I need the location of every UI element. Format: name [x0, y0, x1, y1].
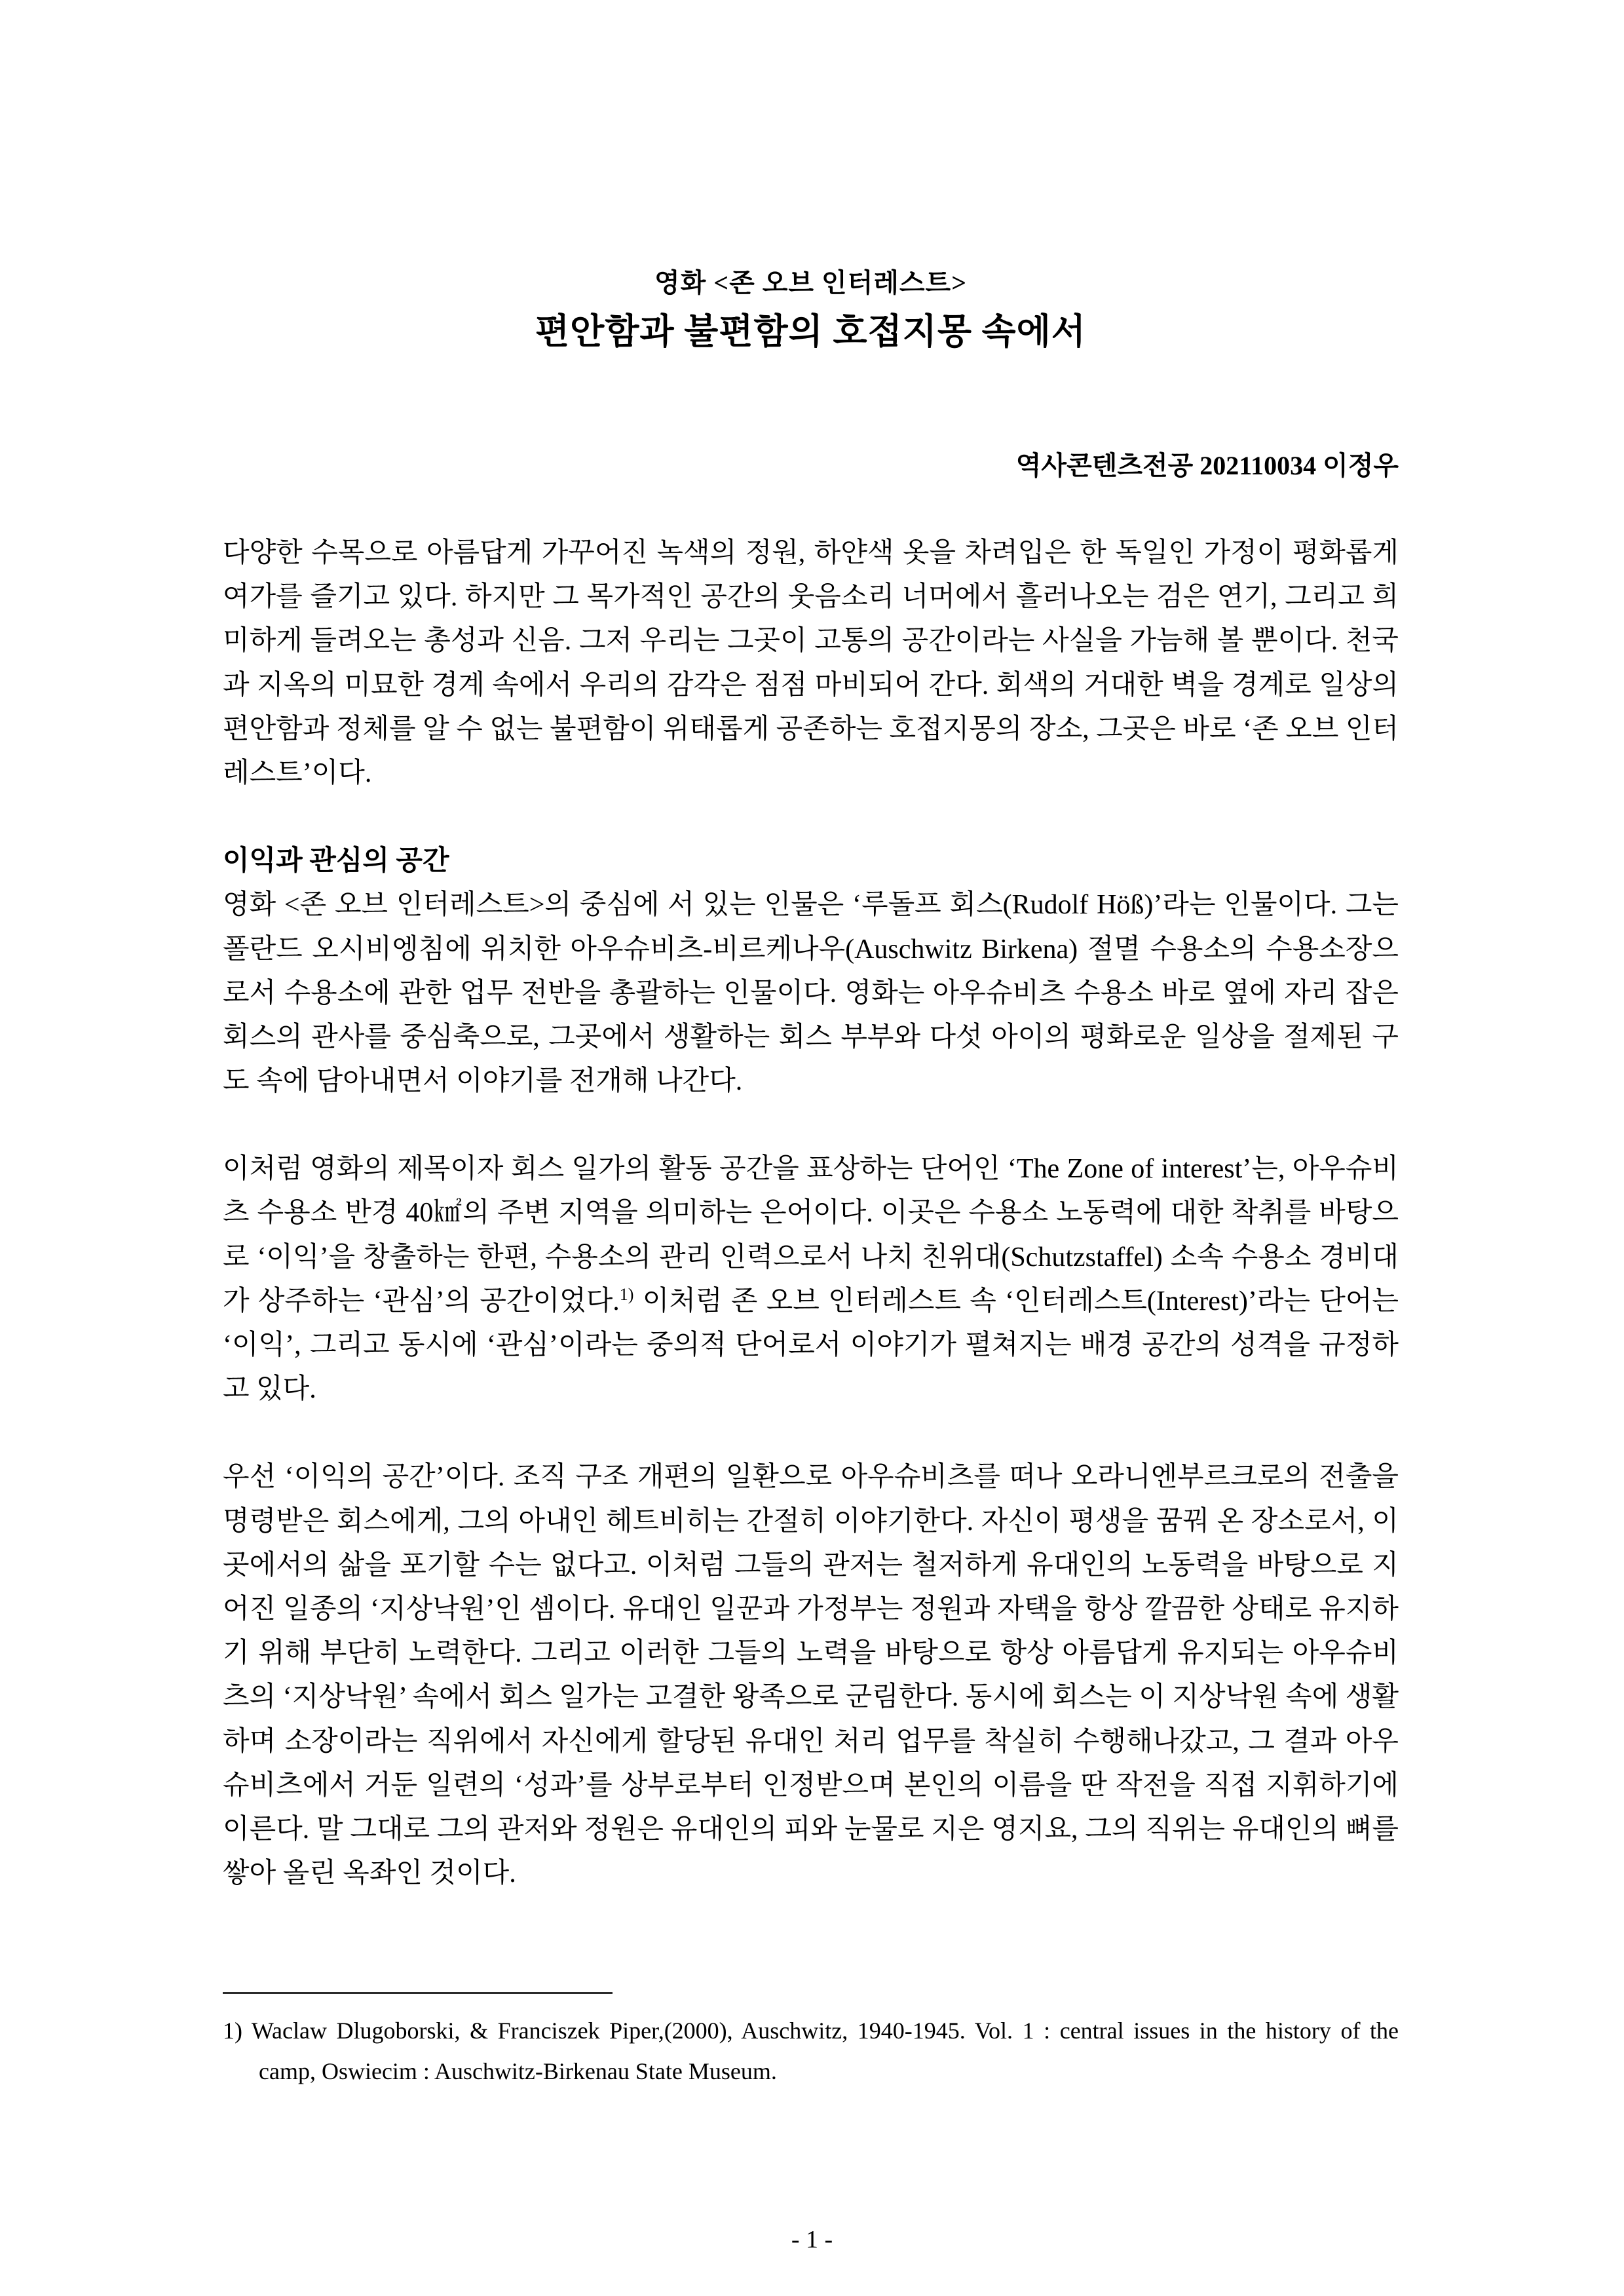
paragraph-3-text-before: 이처럼 영화의 제목이자 회스 일가의 활동 공간을 표상하는 단어인 ‘The Zone of interest’는, 아우슈비츠 수용소 반경 40㎢의 주변 지역을 의미하는 은어이다. 이곳은 수용소 노동력에 대한 착취를 바탕으로 ‘이익’을 창출하는 한편, 수용소의 관리 인력으로서 나치 친위대(Schutzstaffel) 소속 수용소 경비대가 상주하는 ‘관심’의 공간이었다.	[223, 1154, 1399, 1316]
page-number: - 1 -	[791, 2226, 833, 2253]
doc-title: 편안함과 불편함의 호접지몽 속에서	[535, 312, 1086, 351]
paragraph-4: 우선 ‘이익의 공간’이다. 조직 구조 개편의 일환으로 아우슈비츠를 떠나 오라니엔부르크로의 전출을 명령받은 회스에게, 그의 아내인 헤트비히는 간절히 이야기한다. 자신이 평생을 꿈꿔 온 장소로서, 이곳에서의 삶을 포기할 수는 없다고. 이처럼 그들의 관저는 철저하게 유대인의 노동력을 바탕으로 지어진 일종의 ‘지상낙원’인 셈이다. 유대인 일꾼과 가정부는 정원과 자택을 항상 깔끔한 상태로 유지하기 위해 부단히 노력한다. 그리고 이러한 그들의 노력을 바탕으로 항상 아름답게 유지되는 아우슈비츠의 ‘지상낙원’ 속에서 회스 일가는 고결한 왕족으로 군림한다. 동시에 회스는 이 지상낙원 속에 생활하며 소장이라는 직위에서 자신에게 할당된 유대인 처리 업무를 착실히 수행해나갔고, 그 결과 아우슈비츠에서 거둔 일련의 ‘성과’를 상부로부터 인정받으며 본인의 이름을 딴 작전을 직접 지휘하기에 이른다. 말 그대로 그의 관저와 정원은 유대인의 피와 눈물로 지은 영지요, 그의 직위는 유대인의 뼈를 쌓아 올린 옥좌인 것이다.	[223, 1462, 1399, 1889]
document-content	[223, 0, 1399, 1896]
footnote-separator	[223, 1992, 613, 1994]
paragraph-3-text-after: 이처럼 존 오브 인터레스트 속 ‘인터레스트(Interest)’라는 단어는 ‘이익’, 그리고 동시에 ‘관심’이라는 중의적 단어로서 이야기가 펼쳐지는 배경 공간의 성격을 규정하고 있다.	[223, 1286, 1399, 1405]
paragraph-3	[223, 1147, 1399, 1411]
footnote-ref-1: 1)	[619, 1284, 634, 1304]
paragraph-1: 다양한 수목으로 아름답게 가꾸어진 녹색의 정원, 하얀색 옷을 차려입은 한 독일인 가정이 평화롭게 여가를 즐기고 있다. 하지만 그 목가적인 공간의 웃음소리 너머에서 흘러나오는 검은 연기, 그리고 희미하게 들려오는 총성과 신음. 그저 우리는 그곳이 고통의 공간이라는 사실을 가늠해 볼 뿐이다. 천국과 지옥의 미묘한 경계 속에서 우리의 감각은 점점 마비되어 간다. 회색의 거대한 벽을 경계로 일상의 편안함과 정체를 알 수 없는 불편함이 위태롭게 공존하는 호접지몽의 장소, 그곳은 바로 ‘존 오브 인터레스트’이다.	[223, 538, 1399, 788]
footnote-entry	[223, 2011, 1399, 2092]
section-heading-interest-space: 이익과 관심의 공간	[223, 846, 449, 877]
footnote-area	[223, 1992, 1399, 2092]
footnote-marker: 1)	[223, 2018, 242, 2044]
doc-body	[223, 531, 1399, 1896]
paragraph-2: 영화 <존 오브 인터레스트>의 중심에 서 있는 인물은 ‘루돌프 회스(Rudolf Höß)’라는 인물이다. 그는 폴란드 오시비엥침에 위치한 아우슈비츠-비르케나우(Auschwitz Birkena) 절멸 수용소의 수용소장으로서 수용소에 관한 업무 전반을 총괄하는 인물이다. 영화는 아우슈비츠 수용소 바로 옆에 자리 잡은 회스의 관사를 중심축으로, 그곳에서 생활하는 회스 부부와 다섯 아이의 평화로운 일상을 절제된 구도 속에 담아내면서 이야기를 전개해 나간다.	[223, 890, 1399, 1097]
doc-byline: 역사콘텐츠전공 202110034 이정우	[1015, 451, 1399, 480]
footnote-text: Waclaw Dlugoborski, & Franciszek Piper,(2000), Auschwitz, 1940-1945. Vol. 1 : central issues in the history of the camp, Oswiecim : Auschwitz-Birkenau State Museum.	[251, 2018, 1399, 2084]
doc-subtitle: 영화 <존 오브 인터레스트>	[654, 268, 967, 297]
